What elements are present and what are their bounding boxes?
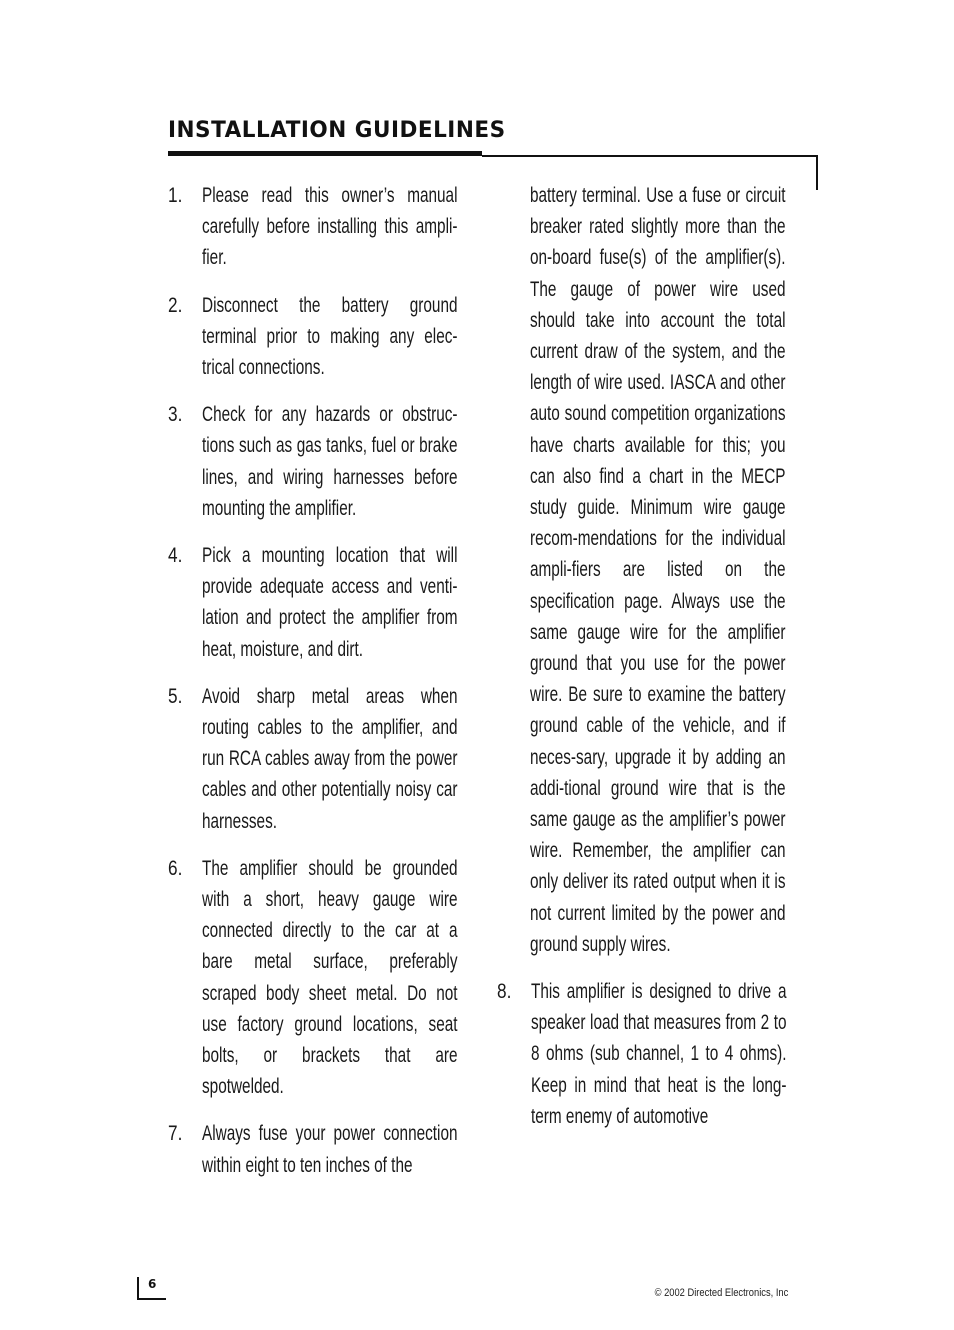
item-number: 4. xyxy=(168,544,183,568)
item-text: Always fuse your power connection within eight to ten inches of the xyxy=(202,1122,458,1177)
right-column xyxy=(497,180,787,1148)
section-title: INSTALLATION GUIDELINES xyxy=(168,118,506,143)
item-text: Avoid sharp metal areas when routing cables to the amplifier, and run RCA cables away from the power cables and other potentially noisy car harnesses. xyxy=(202,684,458,833)
list-item xyxy=(168,180,458,274)
item-number: 6. xyxy=(168,856,183,880)
item-text: Check for any hazards or obstruc-tions such as gas tanks, fuel or brake lines, and wiring harnesses before mounting the amplifier. xyxy=(202,403,458,520)
page-number-rule-horizontal xyxy=(137,1298,166,1300)
item-text-continued: battery terminal. Use a fuse or circuit breaker rated slightly more than the on-board fuse(s) of the amplifier(s). The gauge of power wire used should take into account the total current draw of the system, and the length of wire used. IASCA and other auto sound competition organizations have charts available for this; you can also find a chart in the MECP study guide. Minimum wire gauge recom-mendations for the individual ampli-fiers are listed on the specification page. Always use the same gauge wire for the amplifier ground that you use for the power wire. Be sure to examine the battery ground cable of the vehicle, and if neces-sary, upgrade it by adding an addi-tional ground wire that is the same gauge as the amplifier’s power wire. Remember, the amplifier can only deliver its rated output when it is not current limited by the power and ground supply wires. xyxy=(530,184,786,956)
left-column xyxy=(168,180,458,1197)
copyright-notice: © 2002 Directed Electronics, Inc xyxy=(654,1287,788,1299)
list-item xyxy=(497,976,787,1132)
item-number: 7. xyxy=(168,1122,183,1146)
title-underline-thin xyxy=(482,155,818,157)
title-rule-corner xyxy=(816,155,818,190)
item-number: 2. xyxy=(168,293,183,317)
list-item xyxy=(168,1118,458,1180)
item-text: This amplifier is designed to drive a speaker load that measures from 2 to 8 ohms (sub channel, 1 to 4 ohms). Keep in mind that heat is the long-term enemy of automotive xyxy=(531,980,787,1128)
list-item-continued xyxy=(497,180,787,960)
item-number: 1. xyxy=(168,184,183,207)
item-text: Disconnect the battery ground terminal prior to making any elec-trical connections. xyxy=(202,293,458,380)
title-underline-thick xyxy=(168,151,482,156)
item-number: 5. xyxy=(168,684,183,708)
list-item xyxy=(168,540,458,665)
item-number: 8. xyxy=(497,980,512,1004)
item-text: The amplifier should be grounded with a short, heavy gauge wire connected directly to the car at a bare metal surface, preferably scraped body sheet metal. Do not use factory ground locations, seat bolts, or brackets that are spotwelded. xyxy=(202,856,458,1099)
list-item xyxy=(168,399,458,524)
list-item xyxy=(168,853,458,1103)
item-text: Pick a mounting location that will provide adequate access and venti-lation and protect the amplifier from heat, moisture, and dirt. xyxy=(202,544,458,661)
item-number: 3. xyxy=(168,403,183,427)
list-item xyxy=(168,290,458,384)
list-item xyxy=(168,681,458,837)
item-text: Please read this owner’s manual carefully before installing this ampli-fier. xyxy=(202,184,458,270)
page-number: 6 xyxy=(148,1277,157,1291)
